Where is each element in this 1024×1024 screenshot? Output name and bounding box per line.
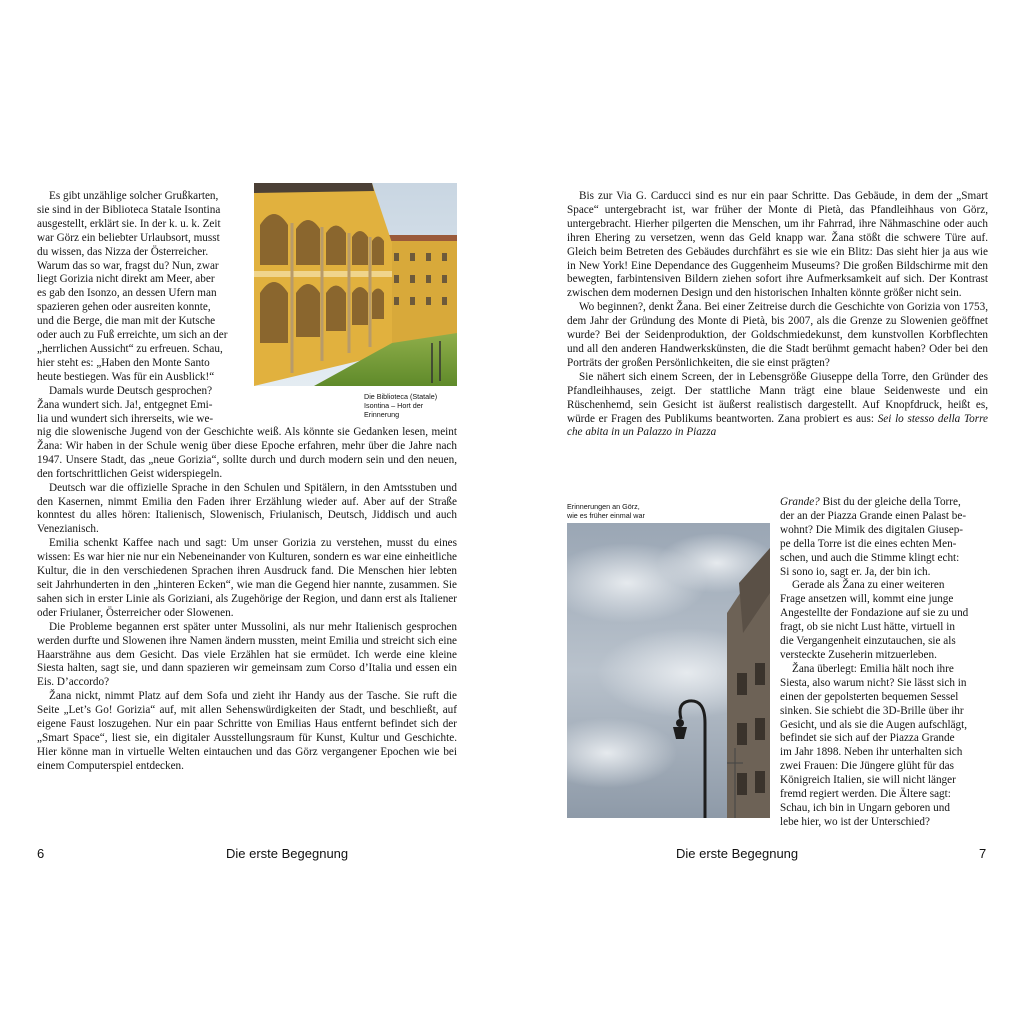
narrow-line: versteckte Zuseherin mitzuerleben.: [780, 648, 937, 661]
page-number: 6: [37, 846, 45, 861]
intro-line: liegt Gorizia nicht direkt am Meer, aber: [37, 273, 215, 286]
intro-line: Es gibt unzählige solcher Grußkarten,: [49, 190, 219, 202]
narrow-line: Gerade als Žana zu einer weiteren: [792, 579, 945, 592]
narrow-line: im Jahr 1898. Neben ihr unterhalten sich: [780, 746, 963, 759]
intro-line: Žana wundert sich. Ja!, entgegnet Emi-: [37, 398, 213, 411]
intro-line: „herrlichen Aussicht“ zu erfreuen. Schau,: [37, 342, 223, 355]
narrow-line: wohnt? Die Mimik des digitalen Giusep-: [780, 523, 964, 536]
intro-line: sie sind in der Biblioteca Statale Isontina: [37, 203, 221, 216]
narrow-line: pe della Torre ist die eines echten Men-: [780, 537, 957, 550]
paragraph: Deutsch war die offizielle Sprache in den Schulen und Spitälern, in den Amtsstuben und den Kasernen, nimmt Emilia den Faden ihrer Erzählung wieder auf. Aber auf der Straße konntest du alles hören: Italienisch, Slowenisch, Friulanisch, Deutsch, Jiddisch und auch Venezianisch.: [37, 481, 457, 536]
left-intro-text: [37, 190, 249, 426]
intro-line: es gab den Isonzo, an dessen Ufern man: [37, 287, 217, 300]
right-narrow-text: [780, 496, 988, 830]
narrow-line: sinken. Sie schiebt die 3D-Brille über ihr: [780, 704, 964, 717]
narrow-line: [780, 496, 988, 510]
intro-line: heute bestiegen. Was für ein Ausblick!“: [37, 370, 215, 383]
intro-line: war Görz ein beliebter Urlaubsort, musst: [37, 231, 220, 244]
narrow-line: befindet sie sich auf der Piazza Grande: [780, 732, 955, 745]
caption-line: Isontina – Hort der: [364, 401, 424, 410]
narrow-line: zwei Frauen: Die Jüngere glüht für das: [780, 760, 954, 773]
narrow-line: die Vergangenheit einzutauchen, sie als: [780, 635, 956, 648]
paragraph: Wo beginnen?, denkt Žana. Bei einer Zeitreise durch die Geschichte von Gorizia von 1753, dem Jahr der Gründung des Monte di Pietà, bis 2007, als die Grenze zu Slowenien geöffnet wurde? Bei der Seidenproduktion, der Goldschmiedekunst, dem kunstvollen Korbflechten und all den anderen Handwerkskünsten, die die Stadt berühmt gemacht haben? Oder bei den Porträts der großen Persönlichkeiten, die sie einst prägten?: [567, 301, 988, 369]
street-lamp-photo: [567, 523, 770, 818]
paragraph-text: Sie nähert sich einem Screen, der in Lebensgröße Giuseppe della Torre, den Gründer des Pfandleihhauses, zeigt. Der stattliche Mann trägt eine blaue Seidenweste und ein Rüschenhemd, sein Gesicht ist äußerst realistisch dargestellt. Auf Knopfdruck, heißt es, würde er Fragen des Publikums beantworten. Zana probiert es aus:: [567, 370, 988, 425]
narrow-line: fremd regiert werden. Die Ältere sagt:: [780, 788, 951, 801]
intro-line: lia und wundert sich ihrerseits, wie we-: [37, 412, 214, 425]
paragraph: nig die slowenische Jugend von der Geschichte weiß. Als könnte sie Gedanken lesen, meint Žana: Wir haben in der Schule wenig über diese Epoche erfahren, mehr über die Jahre nach 1947. Unsere Stadt, das „neue Gorizia“, sollte durch und durch modern sein und den neuen, den fortschrittlichen Geist widerspiegeln.: [37, 426, 457, 480]
paragraph: Žana nickt, nimmt Platz auf dem Sofa und zieht ihr Handy aus der Tasche. Sie ruft die Seite „Let’s Go! Gorizia“ auf, mit allen Sehenswürdigkeiten der Stadt, und beschließt, auf eigene Faust loszugehen. Nur ein paar Schritte von Emilias Haus entfernt befindet sich der „Smart Space“, liest sie, ein digitaler Ausstellungsraum für Kunst, Kultur und Geschichte. Hier könne man in virtuelle Welten eintauchen und das Görz vergangener Epochen wie bei einem Computerspiel entdecken.: [37, 690, 457, 772]
page-number: 7: [979, 846, 987, 861]
right-body-text: [567, 190, 988, 440]
narrow-line: Si sono io, sagt er. Ja, der bin ich.: [780, 565, 931, 578]
narrow-line: der an der Piazza Grande einen Palast be-: [780, 509, 967, 522]
intro-line: ausgestellt, erklärt sie. In der k. u. k. Zeit: [37, 217, 221, 230]
italian-quote: Sei lo stesso della Torre che abita in un Palazzo in Piazza: [567, 412, 989, 439]
intro-line: und die Berge, die man mit der Kutsche: [37, 315, 216, 328]
running-title: Die erste Begegnung: [676, 846, 799, 861]
library-photo-caption: [364, 392, 464, 419]
caption-line: wie es früher einmal war: [567, 511, 645, 520]
old-goerz-photo-caption: [567, 502, 687, 520]
italian-quote-end: Grande?: [780, 496, 820, 508]
narrow-line: Frage ansetzen will, kommt eine junge: [780, 593, 954, 606]
paragraph: Die Probleme begannen erst später unter Mussolini, als nur mehr Italienisch gesprochen werden durfte und Slowenen ihre Namen ändern mussten, meint Emilia und streicht sich eine Haarsträhne aus dem Gesicht. Das viele Erzählen hat sie ermüdet. Ich werde eine kleine Siesta halten, sagt sie, und dann spazieren wir gemeinsam zum Corso d’Italia und essen ein Eis. D’accordo?: [37, 620, 457, 689]
caption-line: Die Biblioteca (Statale): [364, 392, 438, 401]
narrow-line: lebe hier, wo ist der Unterschied?: [780, 815, 930, 828]
paragraph: Emilia schenkt Kaffee nach und sagt: Um unser Gorizia zu verstehen, musst du eines wissen: Es war hier nie nur ein Nebeneinander von Kulturen, sondern es war eine einheitliche Kultur, die in den verschiedenen Sprachen ihren Ausdruck fand. Die Menschen hier lebten seit Jahrhunderten in den „hinteren Ecken“, wie man die Gegend hier nannte, zusammen. Sie sahen sich in erster Linie als Goriziani, als Zugehörige der Region, und dann erst als Italiener oder Friulaner, Österreicher oder Slowenen.: [37, 537, 457, 619]
caption-line: Erinnerung: [364, 410, 400, 419]
paragraph: Bis zur Via G. Carducci sind es nur ein paar Schritte. Das Gebäude, in dem der „Smart Space“ untergebracht ist, war früher der Monte di Pietà, das Pfandleihhaus von Görz, untergebracht. Hierher pilgerten die Menschen, um ihr Fahrrad, ihre Nähmaschine oder auch ihren Ehering zu versetzen, wenn das Geld knapp war. Žana stößt die schwere Türe auf. Gleich beim Betreten des Gebäudes durchfährt es sie wie ein Blitz: Das sieht hier ja aus wie in New York! Eine Dependance des Guggenheim Museums? Die großen Bildschirme mit den bewegten, farbintensiven Bildern ziehen sofort ihre Aufmerksamkeit auf sich. Der Kontrast zwischen dem modernen Design und den historischen Inhalten könnte größer nicht sein.: [567, 190, 988, 300]
paragraph: [567, 371, 988, 441]
intro-line: Damals wurde Deutsch gesprochen?: [49, 384, 213, 397]
running-title: Die erste Begegnung: [226, 846, 349, 861]
intro-line: du wissen, das Nizza der Österreicher.: [37, 245, 209, 258]
narrow-line: Žana überlegt: Emilia hält noch ihre: [792, 662, 954, 675]
narrow-line: einen der gepolsterten bequemen Sessel: [780, 690, 959, 703]
intro-line: Warum das so war, fragst du? Nun, zwar: [37, 259, 219, 272]
right-page: [512, 0, 1024, 1024]
narrow-line: Gesicht, und als sie die Augen aufschlägt,: [780, 718, 968, 731]
caption-line: Erinnerungen an Görz,: [567, 502, 640, 511]
narrow-line: schen, und auch die Stimme klingt echt:: [780, 551, 960, 564]
intro-line: hier steht es: „Haben den Monte Santo: [37, 356, 210, 369]
intro-line: oder auch zu Fuß erreichte, um sich an der: [37, 329, 228, 342]
narrow-line: Königreich Italien, sie will nicht länger: [780, 774, 956, 787]
narrow-line: Siesta, also warum nicht? Sie lässt sich in: [780, 676, 967, 689]
intro-line: spazieren gehen oder ausreiten konnte,: [37, 301, 211, 314]
narrow-line: fragt, ob sie nicht Lust hätte, virtuell in: [780, 621, 955, 634]
library-courtyard-photo: [254, 183, 457, 386]
line-text: Bist du der gleiche della Torre,: [819, 496, 961, 508]
left-body-text: [37, 426, 457, 774]
narrow-line: Angestellte der Fondazione auf sie zu und: [780, 607, 969, 620]
narrow-line: Schau, ich bin in Ungarn geboren und: [780, 801, 950, 814]
